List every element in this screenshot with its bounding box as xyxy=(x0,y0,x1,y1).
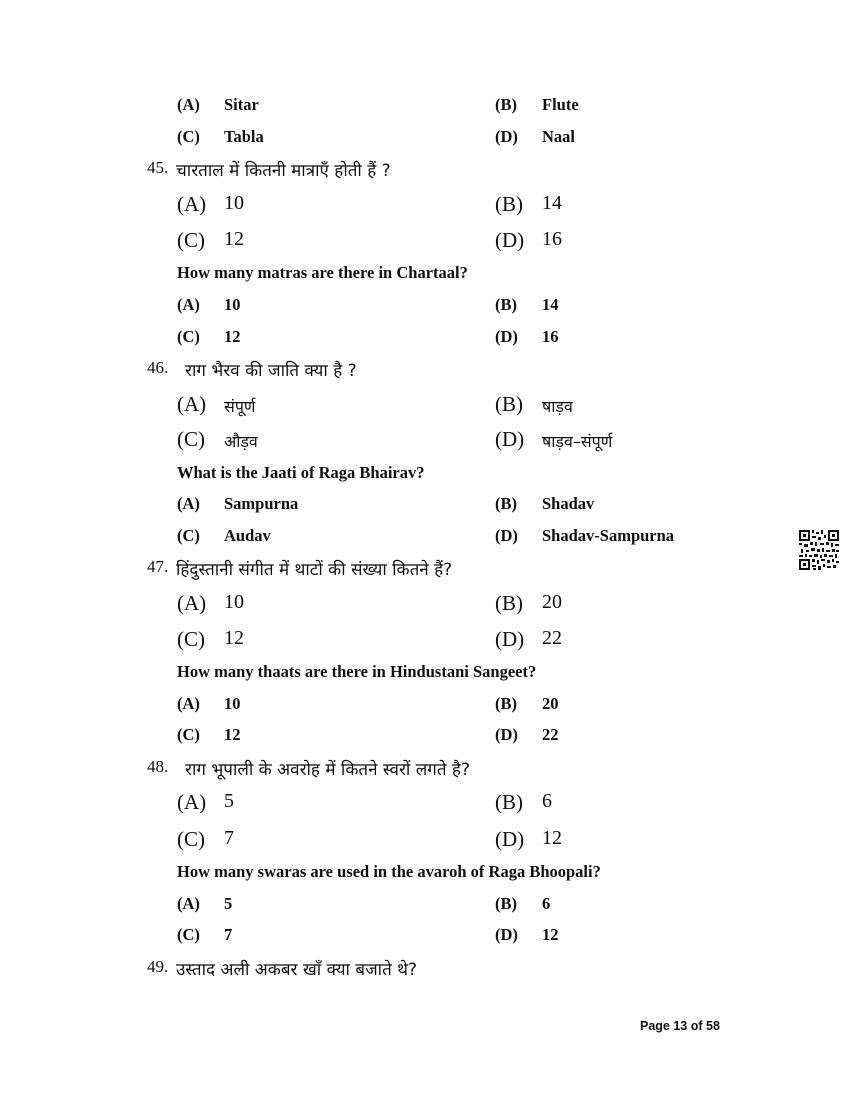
option-value: 5 xyxy=(224,894,233,913)
option-label: (B) xyxy=(495,392,523,416)
option-label: (D) xyxy=(495,925,518,944)
q47-english-option-row xyxy=(0,694,850,724)
option-label: (B) xyxy=(495,95,517,114)
option-value: 7 xyxy=(224,925,233,944)
option-label: (C) xyxy=(177,725,200,744)
q46-english-option-row xyxy=(0,526,850,556)
q44-option-row xyxy=(0,95,850,125)
option-label: (C) xyxy=(177,228,205,252)
option-label: (B) xyxy=(495,591,523,615)
option-value: 14 xyxy=(542,295,559,314)
option-value: 10 xyxy=(224,591,244,613)
option-label: (A) xyxy=(177,494,200,513)
question-45-hindi xyxy=(0,158,850,188)
option-value: 12 xyxy=(224,627,244,649)
option-label: (A) xyxy=(177,392,207,416)
question-number: 46. xyxy=(147,358,169,377)
q45-hindi-option-row xyxy=(0,192,850,222)
question-number: 48. xyxy=(147,757,169,776)
option-label: (C) xyxy=(177,427,205,451)
option-value: 7 xyxy=(224,827,234,849)
q48-english-option-row xyxy=(0,894,850,924)
option-label: (C) xyxy=(177,827,205,851)
option-value: 10 xyxy=(224,295,241,314)
option-label: (C) xyxy=(177,526,200,545)
option-label: (A) xyxy=(177,591,207,615)
option-label: (A) xyxy=(177,192,207,216)
option-label: (B) xyxy=(495,790,523,814)
option-label: (A) xyxy=(177,894,200,913)
option-value: 12 xyxy=(542,827,562,849)
option-label: (A) xyxy=(177,295,200,314)
question-46-english xyxy=(0,463,850,493)
option-label: (D) xyxy=(495,127,518,146)
option-value: 20 xyxy=(542,694,559,713)
q45-english-option-row xyxy=(0,295,850,325)
option-value: Shadav xyxy=(542,494,595,513)
option-value: Tabla xyxy=(224,127,264,146)
option-label: (D) xyxy=(495,427,525,451)
option-value: 12 xyxy=(542,925,559,944)
question-number: 45. xyxy=(147,158,169,177)
question-text-english: How many matras are there in Chartaal? xyxy=(177,263,468,282)
option-label: (D) xyxy=(495,327,518,346)
option-value: 5 xyxy=(224,790,234,812)
q45-hindi-option-row xyxy=(0,228,850,258)
option-value: Shadav-Sampurna xyxy=(542,526,675,545)
option-label: (A) xyxy=(177,790,207,814)
question-text-hindi: हिंदुस्तानी संगीत में थाटों की संख्या कितने हैं? xyxy=(176,560,453,580)
q46-english-option-row xyxy=(0,494,850,524)
option-value: 6 xyxy=(542,894,551,913)
question-text-english: What is the Jaati of Raga Bhairav? xyxy=(177,463,425,482)
question-text-hindi: उस्ताद अली अकबर खाँ क्या बजाते थे? xyxy=(176,960,418,980)
question-48-english xyxy=(0,862,850,892)
option-label: (D) xyxy=(495,725,518,744)
option-value: षाड़व–संपूर्ण xyxy=(542,432,613,451)
option-label: (C) xyxy=(177,127,200,146)
question-46-hindi xyxy=(0,358,850,388)
option-value: Sitar xyxy=(224,95,259,114)
option-value: 16 xyxy=(542,327,559,346)
page-number: Page 13 of 58 xyxy=(640,1019,720,1033)
option-value: 12 xyxy=(224,327,241,346)
q48-english-option-row xyxy=(0,925,850,955)
option-label: (A) xyxy=(177,95,200,114)
option-value: 12 xyxy=(224,228,244,250)
option-label: (C) xyxy=(177,627,205,651)
q47-hindi-option-row xyxy=(0,627,850,657)
question-text-hindi: चारताल में कितनी मात्राएँ होती हैं ? xyxy=(176,161,391,181)
q45-english-option-row xyxy=(0,327,850,357)
option-value: 6 xyxy=(542,790,552,812)
option-label: (B) xyxy=(495,494,517,513)
q44-option-row xyxy=(0,127,850,157)
q48-hindi-option-row xyxy=(0,827,850,857)
question-47-hindi xyxy=(0,557,850,587)
question-text-english: How many swaras are used in the avaroh of Raga Bhoopali? xyxy=(177,862,601,881)
option-label: (B) xyxy=(495,192,523,216)
option-label: (C) xyxy=(177,327,200,346)
option-value: औड़व xyxy=(224,432,258,451)
question-47-english xyxy=(0,662,850,692)
option-label: (B) xyxy=(495,295,517,314)
q46-hindi-option-row xyxy=(0,392,850,422)
qr-code-icon xyxy=(799,530,839,570)
option-value: 16 xyxy=(542,228,562,250)
option-value: Naal xyxy=(542,127,575,146)
question-text-hindi: राग भूपाली के अवरोह में कितने स्वरों लगते है? xyxy=(185,760,470,780)
option-value: षाड़व xyxy=(542,397,573,416)
option-value: 10 xyxy=(224,694,241,713)
option-value: 22 xyxy=(542,627,562,649)
q48-hindi-option-row xyxy=(0,790,850,820)
option-label: (D) xyxy=(495,827,525,851)
question-number: 49. xyxy=(147,957,169,976)
option-label: (D) xyxy=(495,526,518,545)
q47-english-option-row xyxy=(0,725,850,755)
question-49-hindi xyxy=(0,957,850,987)
question-number: 47. xyxy=(147,557,169,576)
option-label: (A) xyxy=(177,694,200,713)
option-value: Audav xyxy=(224,526,271,545)
option-label: (D) xyxy=(495,627,525,651)
option-value: 12 xyxy=(224,725,241,744)
option-label: (C) xyxy=(177,925,200,944)
question-text-english: How many thaats are there in Hindustani Sangeet? xyxy=(177,662,537,681)
option-value: 14 xyxy=(542,192,562,214)
option-label: (B) xyxy=(495,894,517,913)
question-45-english xyxy=(0,263,850,293)
option-value: 20 xyxy=(542,591,562,613)
option-label: (D) xyxy=(495,228,525,252)
question-48-hindi xyxy=(0,757,850,787)
option-value: 22 xyxy=(542,725,559,744)
option-label: (B) xyxy=(495,694,517,713)
q46-hindi-option-row xyxy=(0,427,850,457)
option-value: Sampurna xyxy=(224,494,299,513)
option-value: संपूर्ण xyxy=(224,397,256,416)
question-text-hindi: राग भैरव की जाति क्या है ? xyxy=(185,361,357,381)
option-value: 10 xyxy=(224,192,244,214)
q47-hindi-option-row xyxy=(0,591,850,621)
option-value: Flute xyxy=(542,95,579,114)
